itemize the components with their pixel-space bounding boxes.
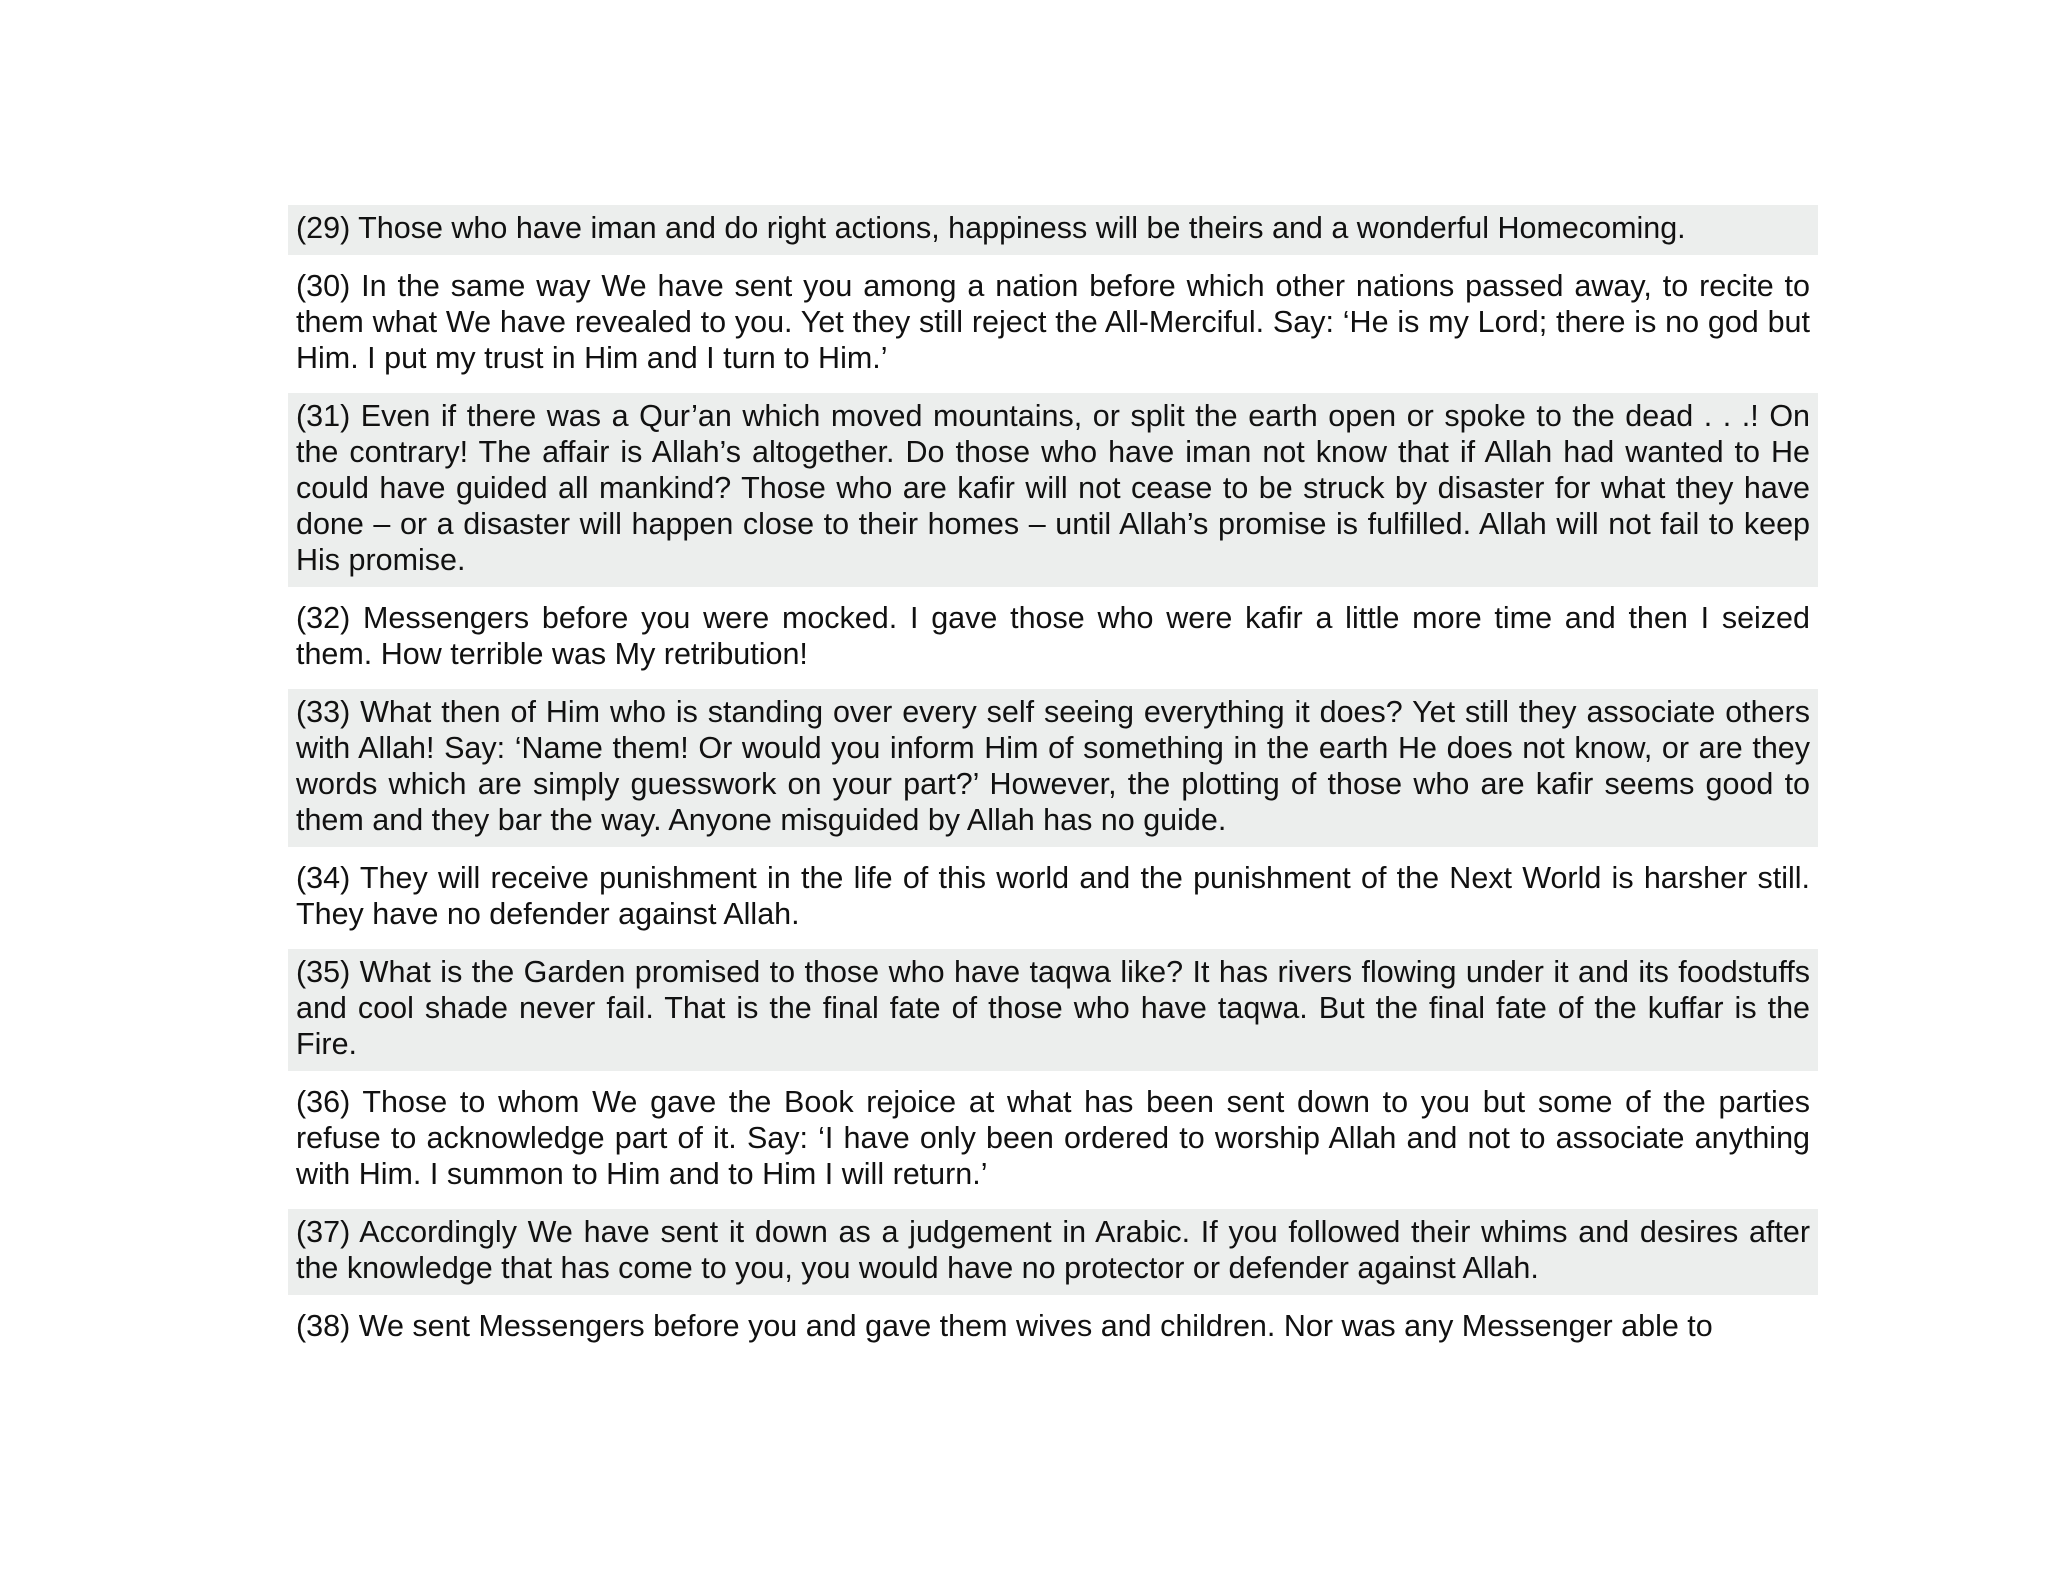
verse-34: (34) They will receive punishment in the life of this world and the punishment of the Next World is harsher still. They have no defender against Allah.: [288, 855, 1818, 941]
verse-29: (29) Those who have iman and do right actions, happiness will be theirs and a wonderful Homecoming.: [288, 205, 1818, 255]
verse-35: (35) What is the Garden promised to those who have taqwa like? It has rivers flowing under it and its foodstuffs and cool shade never fail. That is the final fate of those who have taqwa. But the final fate of the kuffar is the Fire.: [288, 949, 1818, 1071]
verse-32: (32) Messengers before you were mocked. I gave those who were kafir a little more time and then I seized them. How terrible was My retribution!: [288, 595, 1818, 681]
document-page: [288, 205, 1818, 1371]
verse-31: (31) Even if there was a Qur’an which moved mountains, or split the earth open or spoke to the dead . . .! On the contrary! The affair is Allah’s altogether. Do those who have iman not know that if Allah had wanted to He could have guided all mankind? Those who are kafir will not cease to be struck by disaster for what they have done – or a disaster will happen close to their homes – until Allah’s promise is fulfilled. Allah will not fail to keep His promise.: [288, 393, 1818, 587]
verse-30: (30) In the same way We have sent you among a nation before which other nations passed away, to recite to them what We have revealed to you. Yet they still reject the All-Merciful. Say: ‘He is my Lord; there is no god but Him. I put my trust in Him and I turn to Him.’: [288, 263, 1818, 385]
verse-36: (36) Those to whom We gave the Book rejoice at what has been sent down to you but some of the parties refuse to acknowledge part of it. Say: ‘I have only been ordered to worship Allah and not to associate anything with Him. I summon to Him and to Him I will return.’: [288, 1079, 1818, 1201]
verse-38: (38) We sent Messengers before you and gave them wives and children. Nor was any Messenger able to: [288, 1303, 1818, 1353]
verse-37: (37) Accordingly We have sent it down as a judgement in Arabic. If you followed their whims and desires after the knowledge that has come to you, you would have no protector or defender against Allah.: [288, 1209, 1818, 1295]
verse-33: (33) What then of Him who is standing over every self seeing everything it does? Yet still they associate others with Allah! Say: ‘Name them! Or would you inform Him of something in the earth He does not know, or are they words which are simply guesswork on your part?’ However, the plotting of those who are kafir seems good to them and they bar the way. Anyone misguided by Allah has no guide.: [288, 689, 1818, 847]
